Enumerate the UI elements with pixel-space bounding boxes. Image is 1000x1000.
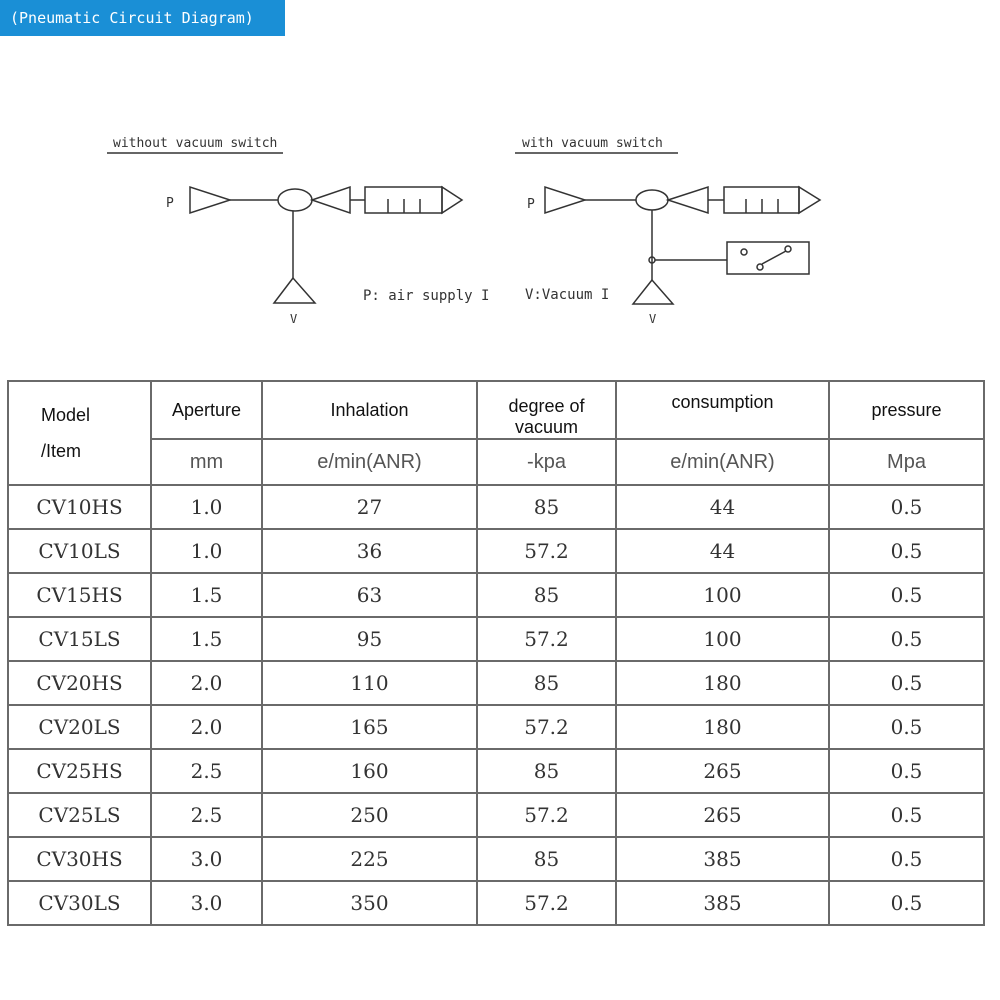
- pressure-cell: 0.5: [829, 661, 984, 705]
- table-row: [8, 837, 984, 881]
- vacuum-cell: 57.2: [477, 705, 616, 749]
- right-vacuum-port-symbol: [633, 280, 673, 304]
- degree-of-vacuum-unit: -kpa: [477, 439, 616, 485]
- table-row: [8, 529, 984, 573]
- left-supply-port-symbol: [190, 187, 230, 213]
- aperture-unit: mm: [151, 439, 262, 485]
- right-silencer-arrow: [799, 187, 820, 213]
- inhalation-cell: 350: [262, 881, 477, 925]
- pressure-cell: 0.5: [829, 617, 984, 661]
- aperture-cell: 1.0: [151, 529, 262, 573]
- right-exhaust-port-symbol: [668, 187, 708, 213]
- pneumatic-circuit-diagram: [0, 110, 1000, 350]
- model-cell: CV30HS: [8, 837, 151, 881]
- consumption-cell: 100: [616, 573, 829, 617]
- pressure-cell: 0.5: [829, 881, 984, 925]
- table-row: [8, 749, 984, 793]
- consumption-cell: 44: [616, 529, 829, 573]
- degree-of-vacuum-header: degree of vacuum: [477, 381, 616, 439]
- pressure-cell: 0.5: [829, 793, 984, 837]
- inhalation-cell: 250: [262, 793, 477, 837]
- pressure-cell: 0.5: [829, 529, 984, 573]
- table-header-row: [8, 381, 984, 439]
- inhalation-header: Inhalation: [262, 381, 477, 439]
- pressure-header: pressure: [829, 381, 984, 439]
- consumption-cell: 385: [616, 837, 829, 881]
- item-header-line: /Item: [41, 441, 82, 461]
- left-exhaust-port-symbol: [312, 187, 350, 213]
- table-row: [8, 573, 984, 617]
- vacuum-switch-contact: [757, 264, 763, 270]
- model-cell: CV10HS: [8, 485, 151, 529]
- legend-air-supply: P: air supply I: [363, 288, 490, 304]
- right-p-label: P: [527, 197, 535, 212]
- model-cell: CV25LS: [8, 793, 151, 837]
- aperture-cell: 3.0: [151, 881, 262, 925]
- vacuum-switch-symbol: [727, 242, 809, 274]
- inhalation-cell: 27: [262, 485, 477, 529]
- consumption-cell: 385: [616, 881, 829, 925]
- vacuum-cell: 85: [477, 661, 616, 705]
- left-v-label: V: [290, 312, 298, 326]
- pressure-cell: 0.5: [829, 573, 984, 617]
- aperture-cell: 2.5: [151, 793, 262, 837]
- consumption-cell: 44: [616, 485, 829, 529]
- inhalation-cell: 160: [262, 749, 477, 793]
- vacuum-cell: 57.2: [477, 617, 616, 661]
- left-silencer-arrow: [442, 187, 462, 213]
- consumption-cell: 265: [616, 749, 829, 793]
- model-cell: CV25HS: [8, 749, 151, 793]
- inhalation-cell: 110: [262, 661, 477, 705]
- vacuum-switch-contact: [741, 249, 747, 255]
- right-v-label: V: [649, 312, 657, 326]
- model-cell: CV10LS: [8, 529, 151, 573]
- model-cell: CV20HS: [8, 661, 151, 705]
- left-p-label: P: [166, 196, 174, 211]
- right-ejector-symbol: [636, 190, 668, 210]
- inhalation-cell: 165: [262, 705, 477, 749]
- vacuum-switch-lever: [762, 251, 786, 264]
- left-diagram-title: without vacuum switch: [113, 136, 278, 151]
- vacuum-cell: 57.2: [477, 793, 616, 837]
- consumption-header: consumption: [616, 381, 829, 439]
- consumption-cell: 100: [616, 617, 829, 661]
- pressure-cell: 0.5: [829, 485, 984, 529]
- consumption-cell: 180: [616, 705, 829, 749]
- model-cell: CV15HS: [8, 573, 151, 617]
- model-cell: CV15LS: [8, 617, 151, 661]
- inhalation-cell: 95: [262, 617, 477, 661]
- vacuum-cell: 85: [477, 837, 616, 881]
- page-title: (Pneumatic Circuit Diagram): [10, 9, 254, 27]
- aperture-cell: 1.0: [151, 485, 262, 529]
- vacuum-cell: 85: [477, 749, 616, 793]
- aperture-cell: 2.5: [151, 749, 262, 793]
- model-cell: CV20LS: [8, 705, 151, 749]
- right-supply-port-symbol: [545, 187, 585, 213]
- aperture-cell: 1.5: [151, 573, 262, 617]
- consumption-cell: 180: [616, 661, 829, 705]
- page-title-banner: [0, 0, 285, 36]
- table-row: [8, 485, 984, 529]
- aperture-header: Aperture: [151, 381, 262, 439]
- consumption-unit: e/min(ANR): [616, 439, 829, 485]
- model-cell: CV30LS: [8, 881, 151, 925]
- model-item-header: [8, 381, 151, 485]
- right-diagram-title: with vacuum switch: [522, 136, 663, 151]
- aperture-cell: 2.0: [151, 661, 262, 705]
- inhalation-cell: 225: [262, 837, 477, 881]
- aperture-cell: 3.0: [151, 837, 262, 881]
- vacuum-cell: 85: [477, 485, 616, 529]
- inhalation-cell: 36: [262, 529, 477, 573]
- specification-table: [7, 380, 985, 926]
- table-row: [8, 793, 984, 837]
- pressure-cell: 0.5: [829, 749, 984, 793]
- consumption-cell: 265: [616, 793, 829, 837]
- table-row: [8, 881, 984, 925]
- table-unit-row: [8, 439, 984, 485]
- aperture-cell: 1.5: [151, 617, 262, 661]
- inhalation-cell: 63: [262, 573, 477, 617]
- table-row: [8, 617, 984, 661]
- legend-vacuum: V:Vacuum I: [525, 287, 610, 303]
- left-vacuum-port-symbol: [274, 278, 315, 303]
- aperture-cell: 2.0: [151, 705, 262, 749]
- model-header-line: Model: [41, 405, 91, 425]
- table-row: [8, 661, 984, 705]
- pressure-cell: 0.5: [829, 705, 984, 749]
- pressure-cell: 0.5: [829, 837, 984, 881]
- vacuum-cell: 57.2: [477, 881, 616, 925]
- vacuum-cell: 57.2: [477, 529, 616, 573]
- inhalation-unit: e/min(ANR): [262, 439, 477, 485]
- table-row: [8, 705, 984, 749]
- left-ejector-symbol: [278, 189, 312, 211]
- pressure-unit: Mpa: [829, 439, 984, 485]
- vacuum-cell: 85: [477, 573, 616, 617]
